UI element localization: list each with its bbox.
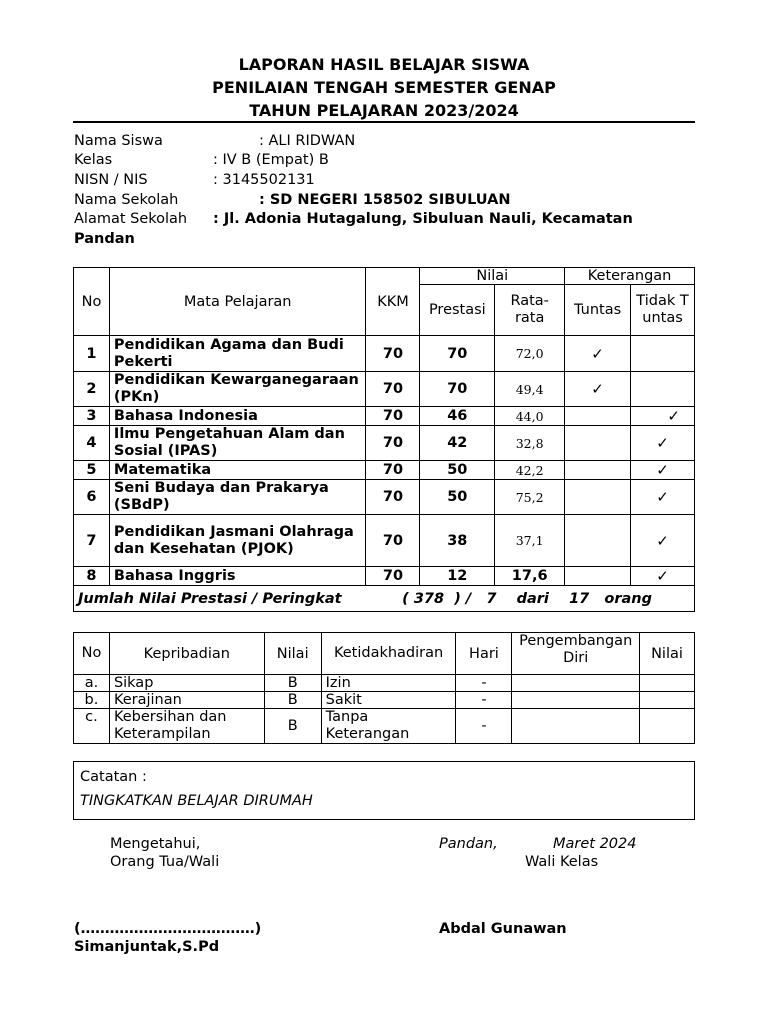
address-label: Alamat Sekolah — [74, 211, 188, 227]
development-cell — [512, 675, 640, 692]
grades-table — [73, 267, 695, 612]
total-rank-summary: Jumlah Nilai Prestasi / Peringkat ( 378 ) / 7 dari 17 orang — [74, 586, 695, 612]
prestasi-value: 12 — [420, 567, 495, 586]
personality-row — [74, 692, 695, 709]
acknowledged-label: Mengetahui, — [110, 836, 201, 852]
row-number: 7 — [74, 515, 110, 567]
kkm-value: 70 — [366, 407, 420, 426]
nisn-value: : 3145502131 — [213, 172, 315, 188]
address-continuation: Pandan — [74, 231, 135, 247]
notes-label: Catatan : — [80, 769, 147, 785]
tuntas-check-icon — [565, 515, 631, 567]
subject-name: Seni Budaya dan Prakarya (SBdP) — [109, 480, 366, 515]
subject-name: Pendidikan Kewarganegaraan (PKn) — [109, 372, 366, 407]
col-header-hari: Hari — [456, 633, 512, 675]
ratarata-value: 32,8 — [495, 426, 565, 461]
grade-row — [74, 567, 695, 586]
school-value: : SD NEGERI 158502 SIBULUAN — [259, 192, 511, 208]
subject-name: Pendidikan Jasmani Olahraga dan Kesehatan (PJOK) — [109, 515, 366, 567]
class-label: Kelas — [74, 152, 113, 168]
tuntas-check-icon — [565, 407, 631, 426]
tidak-tuntas-check-icon — [631, 336, 695, 372]
tuntas-check-icon — [565, 461, 631, 480]
tuntas-check-icon — [565, 426, 631, 461]
address-value: : Jl. Adonia Hutagalung, Sibuluan Nauli, Kecamatan — [213, 211, 633, 227]
date-label: Maret 2024 — [553, 836, 637, 852]
grade-row — [74, 480, 695, 515]
grade-row — [74, 407, 695, 426]
development-cell — [512, 709, 640, 744]
col-header-nilai: Nilai — [420, 268, 565, 285]
grade-row — [74, 461, 695, 480]
school-label: Nama Sekolah — [74, 192, 179, 208]
prestasi-value: 42 — [420, 426, 495, 461]
kkm-value: 70 — [366, 567, 420, 586]
col-header-ketidakhadiran: Ketidakhadiran — [321, 633, 456, 675]
ratarata-value: 44,0 — [495, 407, 565, 426]
prestasi-value: 50 — [420, 480, 495, 515]
col-header-pengembangan: Pengembangan Diri — [512, 633, 640, 675]
report-title: LAPORAN HASIL BELAJAR SISWA — [238, 55, 530, 74]
tidak-tuntas-check-icon: ✓ — [631, 515, 695, 567]
prestasi-value: 70 — [420, 372, 495, 407]
grade-row — [74, 515, 695, 567]
ratarata-value: 37,1 — [495, 515, 565, 567]
tidak-tuntas-check-icon: ✓ — [631, 480, 695, 515]
report-year: TAHUN PELAJARAN 2023/2024 — [249, 101, 519, 120]
row-letter: c. — [74, 709, 110, 744]
col-header-nilai-2: Nilai — [639, 633, 694, 675]
tuntas-check-icon — [565, 480, 631, 515]
col-header-keterangan: Keterangan — [565, 268, 695, 285]
col-header-kepribadian: Kepribadian — [109, 633, 264, 675]
personality-row — [74, 675, 695, 692]
homeroom-teacher-label: Wali Kelas — [525, 854, 599, 870]
tuntas-check-icon: ✓ — [565, 372, 631, 407]
kkm-value: 70 — [366, 336, 420, 372]
tidak-tuntas-check-icon: ✓ — [631, 461, 695, 480]
absence-type: Sakit — [321, 692, 456, 709]
row-letter: a. — [74, 675, 110, 692]
subject-name: Bahasa Inggris — [109, 567, 366, 586]
row-number: 3 — [74, 407, 110, 426]
absence-type: Tanpa Keterangan — [321, 709, 456, 744]
col-header-nilai: Nilai — [264, 633, 321, 675]
trait-name: Kerajinan — [109, 692, 264, 709]
tidak-tuntas-check-icon: ✓ — [631, 426, 695, 461]
col-header-subject: Mata Pelajaran — [109, 268, 366, 336]
development-grade — [639, 709, 694, 744]
subject-name: Ilmu Pengetahuan Alam dan Sosial (IPAS) — [109, 426, 366, 461]
subject-name: Pendidikan Agama dan Budi Pekerti — [109, 336, 366, 372]
student-name-value: : ALI RIDWAN — [259, 133, 356, 149]
development-grade — [639, 692, 694, 709]
col-header-prestasi: Prestasi — [420, 285, 495, 336]
tuntas-check-icon: ✓ — [565, 336, 631, 372]
prestasi-value: 46 — [420, 407, 495, 426]
prestasi-value: 50 — [420, 461, 495, 480]
subject-name: Matematika — [109, 461, 366, 480]
row-number: 2 — [74, 372, 110, 407]
kkm-value: 70 — [366, 461, 420, 480]
development-grade — [639, 675, 694, 692]
row-number: 4 — [74, 426, 110, 461]
tuntas-check-icon — [565, 567, 631, 586]
kkm-value: 70 — [366, 480, 420, 515]
place-label: Pandan, — [439, 836, 498, 852]
notes-text: TINGKATKAN BELAJAR DIRUMAH — [80, 793, 313, 809]
notes-box — [73, 761, 695, 820]
trait-name: Sikap — [109, 675, 264, 692]
trait-name: Kebersihan dan Keterampilan — [109, 709, 264, 744]
development-cell — [512, 692, 640, 709]
grade-row — [74, 336, 695, 372]
row-letter: b. — [74, 692, 110, 709]
trait-grade: B — [264, 692, 321, 709]
ratarata-value: 17,6 — [495, 567, 565, 586]
col-header-ratarata: Rata-rata — [495, 285, 565, 336]
trait-grade: B — [264, 709, 321, 744]
ratarata-value: 42,2 — [495, 461, 565, 480]
student-name-label: Nama Siswa — [74, 133, 163, 149]
ratarata-value: 75,2 — [495, 480, 565, 515]
header-divider — [73, 121, 695, 123]
ratarata-value: 72,0 — [495, 336, 565, 372]
subject-name: Bahasa Indonesia — [109, 407, 366, 426]
col-header-tidak-tuntas: Tidak Tuntas — [631, 285, 695, 336]
col-header-no: No — [74, 633, 110, 675]
absence-days: - — [456, 675, 512, 692]
ratarata-value: 49,4 — [495, 372, 565, 407]
teacher-name: Abdal Gunawan — [439, 921, 567, 937]
tidak-tuntas-check-icon — [631, 372, 695, 407]
col-header-tuntas: Tuntas — [565, 285, 631, 336]
kkm-value: 70 — [366, 515, 420, 567]
class-value: : IV B (Empat) B — [213, 152, 329, 168]
prestasi-value: 38 — [420, 515, 495, 567]
trait-grade: B — [264, 675, 321, 692]
kkm-value: 70 — [366, 372, 420, 407]
absence-days: - — [456, 709, 512, 744]
row-number: 8 — [74, 567, 110, 586]
row-number: 5 — [74, 461, 110, 480]
nisn-label: NISN / NIS — [74, 172, 148, 188]
col-header-kkm: KKM — [366, 268, 420, 336]
teacher-name-continuation: Simanjuntak,S.Pd — [74, 939, 220, 955]
tidak-tuntas-check-icon: ✓ — [631, 407, 695, 426]
absence-type: Izin — [321, 675, 456, 692]
parent-guardian-label: Orang Tua/Wali — [110, 854, 220, 870]
row-number: 6 — [74, 480, 110, 515]
col-header-no: No — [74, 268, 110, 336]
personality-table — [73, 632, 695, 744]
prestasi-value: 70 — [420, 336, 495, 372]
report-subtitle: PENILAIAN TENGAH SEMESTER GENAP — [212, 78, 556, 97]
row-number: 1 — [74, 336, 110, 372]
parent-signature-blank: (………………………………) — [74, 921, 262, 937]
grade-row — [74, 372, 695, 407]
grade-row — [74, 426, 695, 461]
personality-row — [74, 709, 695, 744]
kkm-value: 70 — [366, 426, 420, 461]
absence-days: - — [456, 692, 512, 709]
tidak-tuntas-check-icon: ✓ — [631, 567, 695, 586]
